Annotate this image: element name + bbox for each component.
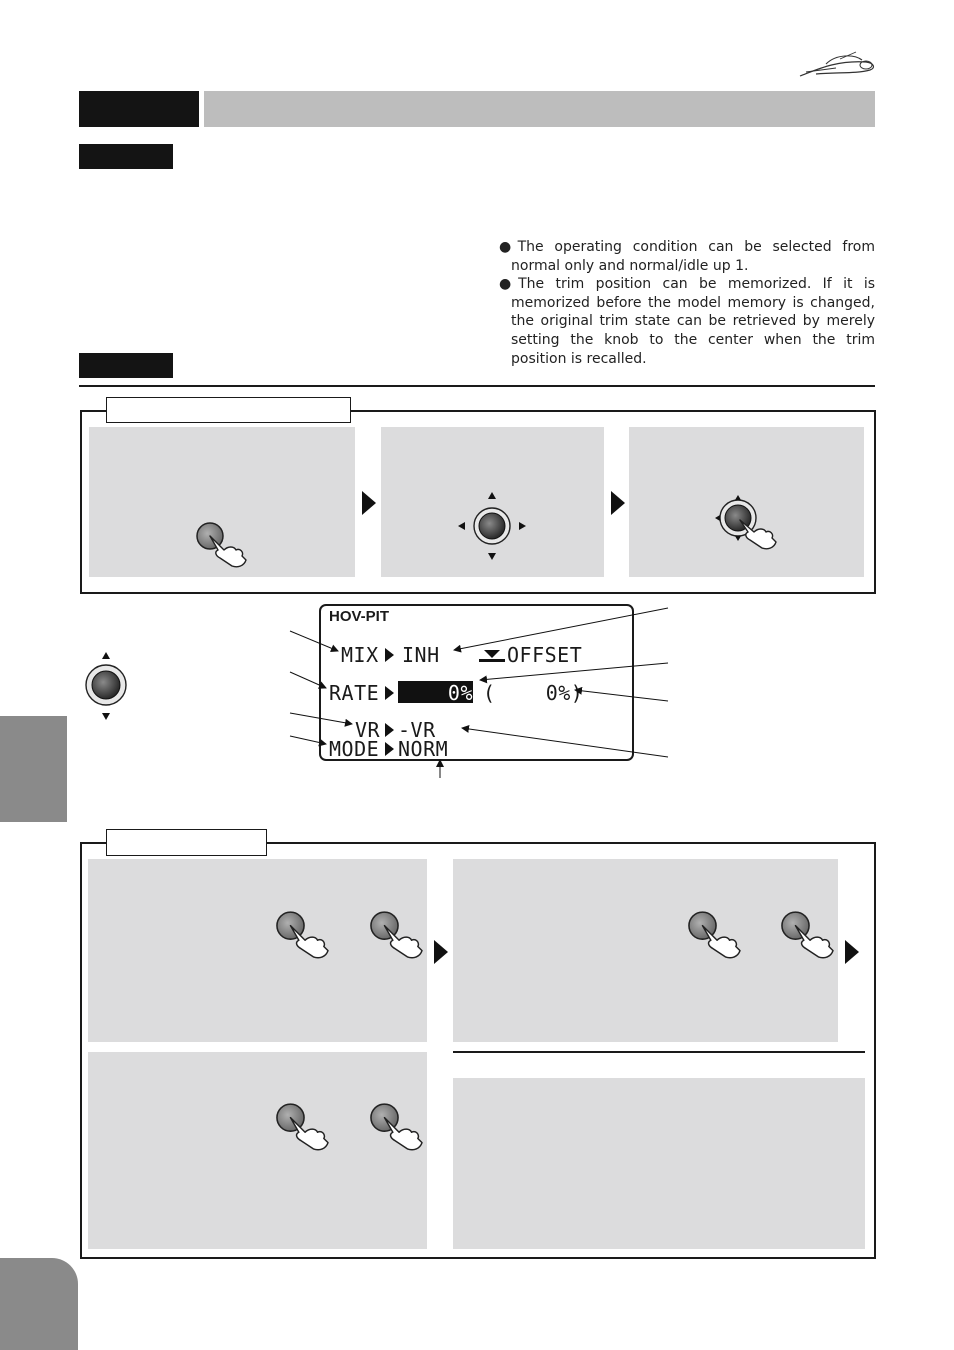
vr-label: VR: [355, 718, 381, 742]
mix-value[interactable]: INH: [402, 643, 440, 667]
procedure-divider: [453, 1051, 865, 1053]
mix-label: MIX: [341, 643, 379, 667]
finger-press-icon: [367, 1101, 427, 1151]
lcd-title: HOV-PIT: [329, 608, 390, 625]
rate-label: RATE: [329, 681, 380, 705]
offset-label: OFFSET: [507, 643, 583, 667]
flow-arrow-icon: [434, 940, 448, 964]
flow-arrow-icon: [845, 940, 859, 964]
note-item: ●The trim position can be memorized. If it is memorized before the model memory is changed, the original trim state can be retrieved by merely setting the knob to the center when the trim position is recalled.: [499, 276, 875, 367]
rate-current: ( 0%): [483, 681, 584, 705]
procedure-panel-4: [453, 1078, 865, 1249]
finger-press-icon: [273, 909, 333, 959]
finger-press-icon: [367, 909, 427, 959]
vr-value[interactable]: -VR: [398, 718, 436, 742]
page-number-tab: [0, 1258, 78, 1350]
note-item: ●The operating condition can be selected from normal only and normal/idle up 1.: [499, 239, 875, 274]
finger-press-icon: [778, 909, 838, 959]
finger-press-icon: [273, 1101, 333, 1151]
rate-value[interactable]: 0%: [398, 681, 473, 703]
procedure-tab: [106, 829, 267, 856]
mode-value[interactable]: NORM: [398, 737, 449, 761]
mode-label: MODE: [329, 737, 380, 761]
finger-press-icon: [685, 909, 745, 959]
